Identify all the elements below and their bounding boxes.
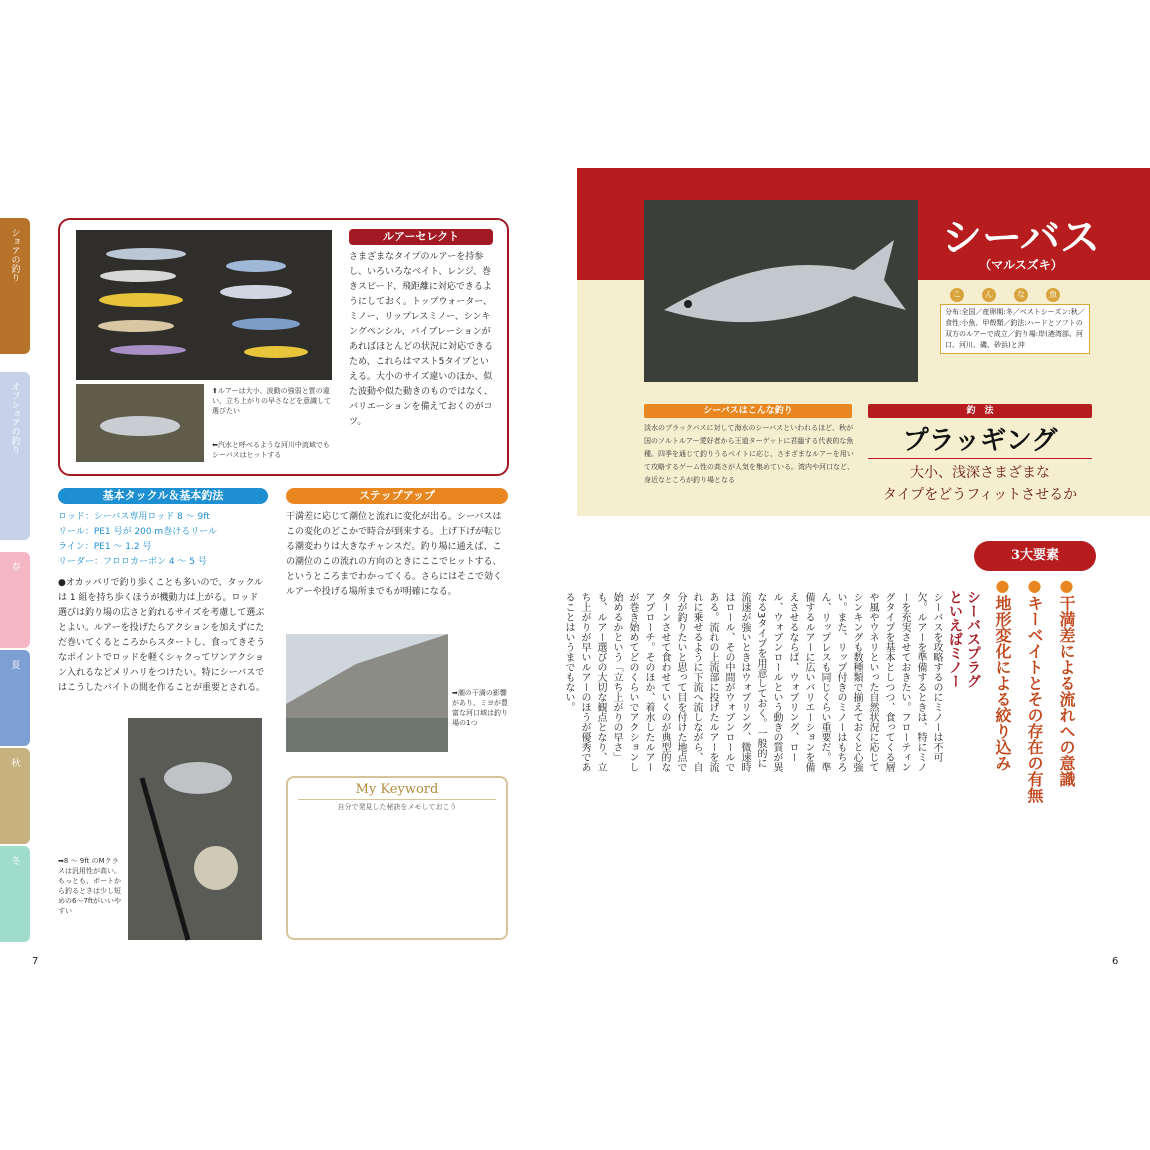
bullet-icon: ●	[1025, 576, 1044, 595]
step-up-body: 干満差に応じて潮位と流れに変化が出る。シーバスはこの変化のどこかで時合が到来する。上げ下げが転じる潮変わりは大きなチャンスだ。釣り場に通えば、この潮位のこの流れの方向のときにここでヒットする、というところまでわかってくる。さらにはそこで効くルアーや投げる場所までもが明確になる。	[286, 512, 503, 597]
element-text: キーベイトとその存在の有無	[1025, 595, 1044, 803]
tackle-photo	[128, 718, 262, 940]
method-name: プラッギング	[902, 426, 1058, 456]
tab-label: 夏	[9, 660, 20, 669]
tab-offshore[interactable]	[0, 372, 30, 540]
info-box	[940, 288, 1090, 380]
tackle-body: ●オカッパリで釣り歩くことも多いので、タックルは 1 組を持ち歩くほうが機動力は上がる。ロッド選びは釣り場の広さと釣れるサイズを考慮して選ぶとよい。ルアーを投げたらアクションを加えずにただ巻いてくるところからスタートし、食ってきそうなポイントでロッドを軽くシャクってワンアクション入れるなどメリハリをつけたい。特にシーバスではこうしたバイトの間を作ることが重要とされる。	[58, 578, 266, 693]
tab-autumn[interactable]	[0, 748, 30, 844]
method-rule	[868, 458, 1092, 459]
lure-photo	[76, 230, 332, 380]
lure-select-title: ルアーセレクト	[349, 229, 493, 245]
tackle-spec-rod: ロッド：シーバス専用ロッド 8 〜 9ft	[58, 512, 210, 522]
article-heading-line: といえばミノー	[947, 590, 963, 688]
tackle-caption: ➡8 〜 9ft のMクラスは汎用性が高い。もっとも、ボートから釣るときは少し短めの6〜7ftがいいやすい	[58, 857, 121, 915]
lure-select-body: さまざまなタイプのルアーを持参し、いろいろなベイト、レンジ、巻きスピード、飛距離に対応できるようにしておく。トップウォーター、ミノー、リップレスミノー、シンキングペンシル、バイブレーションがあればほとんどの状況に対応できるため、これらはマスト5タイプといえる。大小のサイズ違いのほか、似た波動や似た動きのものではなく、バリエーションを備えておくのがコツ。	[349, 252, 494, 427]
article-heading-line: シーバスプラグ	[965, 590, 981, 688]
tab-label: ショアの釣り	[9, 228, 20, 282]
tackle-spec-line: ライン：PE1 〜 1.2 号	[58, 542, 152, 552]
info-letter: こ	[950, 288, 964, 302]
keyword-title: My Keyword	[355, 782, 439, 797]
river-caption: ⬅汽水と呼べるような河川中流域でもシーバスはヒットする	[212, 441, 330, 459]
element-text: 干満差による流れへの意識	[1057, 595, 1076, 787]
seabass-photo	[644, 200, 918, 382]
tab-summer[interactable]	[0, 650, 30, 746]
info-letter: ん	[982, 288, 996, 302]
tab-label: 秋	[9, 758, 20, 767]
tackle-title: 基本タックル＆基本釣法	[58, 488, 268, 504]
estuary-photo	[286, 634, 448, 752]
step-up-title: ステップアップ	[286, 488, 508, 504]
keyword-box[interactable]	[286, 776, 508, 940]
bullet-icon: ●	[1057, 576, 1076, 595]
fish-subtitle: （マルスズキ）	[979, 258, 1063, 272]
keyword-divider	[298, 799, 496, 800]
river-fish-photo	[76, 384, 204, 462]
element-item-3	[992, 576, 1012, 836]
estuary-caption: ➡潮の干満の影響があり、ミヨが豊富な河口域は釣り場の1つ	[452, 689, 508, 727]
fish-title: シーバス	[942, 215, 1100, 261]
keyword-hint: 自分で発見した秘訣をメモしておこう	[337, 803, 457, 811]
tackle-specs	[58, 510, 270, 570]
tab-label: オフショアの釣り	[9, 382, 20, 454]
element-item-2	[1024, 576, 1044, 836]
info-letter: な	[1014, 288, 1028, 302]
tab-shore[interactable]	[0, 218, 30, 354]
lure-caption: ⬆ルアーは大小、波動の強弱と質の違い、立ち上がりの早さなどを意識して選びたい	[212, 387, 331, 415]
method-lead-line: タイプをどうフィットさせるか	[882, 487, 1078, 503]
article-heading	[946, 590, 982, 750]
bullet-icon: ●	[993, 576, 1012, 595]
tackle-spec-reel: リール：PE1 号が 200 m巻けるリール	[58, 527, 218, 537]
info-letter: 魚	[1046, 288, 1060, 302]
about-title: シーバスはこんな釣り	[644, 404, 852, 418]
tackle-spec-leader: リーダー：フロロカーボン 4 〜 5 号	[58, 557, 207, 567]
elements-badge: 3大要素	[974, 541, 1096, 571]
page-number-right: 6	[1112, 956, 1119, 967]
tab-label: 春	[9, 562, 20, 571]
info-text: 分布:全国／産卵期:冬／ベストシーズン:秋／食性:小魚、甲殻類／釣法:ハードとソフトの双方のルアーで成立／釣り場:岸(港湾部、河口、河川、磯、砂浜)と沖	[940, 304, 1090, 354]
tab-spring[interactable]	[0, 552, 30, 648]
article-body-upper: シーバスを攻略するのにミノーは不可欠。ルアーを準備するときは、特にミノーを充実させておきたい。フローティングタイプを基本としつつ、食ってくる層や風やウネリといった自然状況に応じてシンキングも数種類で揃えておくと心強い。また、リップ付きのミノーはもちろん、リップレスも同じくらい重要だ。準備するルアーに広いバリエーションを備えさせるならば、ウォブリング、ロール、ウォブンロールという動きの質が異なる3タイプを用意しておく。一般的に流速が強いときはウォブリング、微速時はロール、その中間がウォブンロールである。流れの上流部に投げたルアーを流れに乗せるように下流へ流しながら、自分が釣りたいと思って目を付けた地点でターンさせて食わせていくのが典型的なアプローチ。そのほか、着水したルアーが巻き始めてどのくらいでアクションし始めるかという「立ち上がりの早さ」も、ルアー選びの大切な観点となり、立ち上がりが早いルアーのほうが優秀であることはいうまでもない。	[563, 592, 942, 772]
tab-label: 冬	[9, 856, 20, 865]
element-text: 地形変化による絞り込み	[993, 595, 1012, 771]
page-number-left: 7	[32, 956, 39, 967]
element-item-1	[1056, 576, 1076, 836]
method-lead-line: 大小、浅深さまざまな	[910, 465, 1050, 481]
method-tag: 釣 法	[868, 404, 1092, 418]
method-lead	[860, 462, 1100, 506]
about-body: 淡水のブラックバスに対して海水のシーバスといわれるほど、秋が国のソルトルアー愛好者から王道ターゲットに君臨する代表的な魚種。四季を通じて釣りうるベイトに応じ、さまざまなルアーを用いて攻略するゲーム性の高さが人気を集めている。湾内や河口など、身近なところが釣り場となる	[644, 424, 854, 484]
tab-winter[interactable]	[0, 846, 30, 942]
